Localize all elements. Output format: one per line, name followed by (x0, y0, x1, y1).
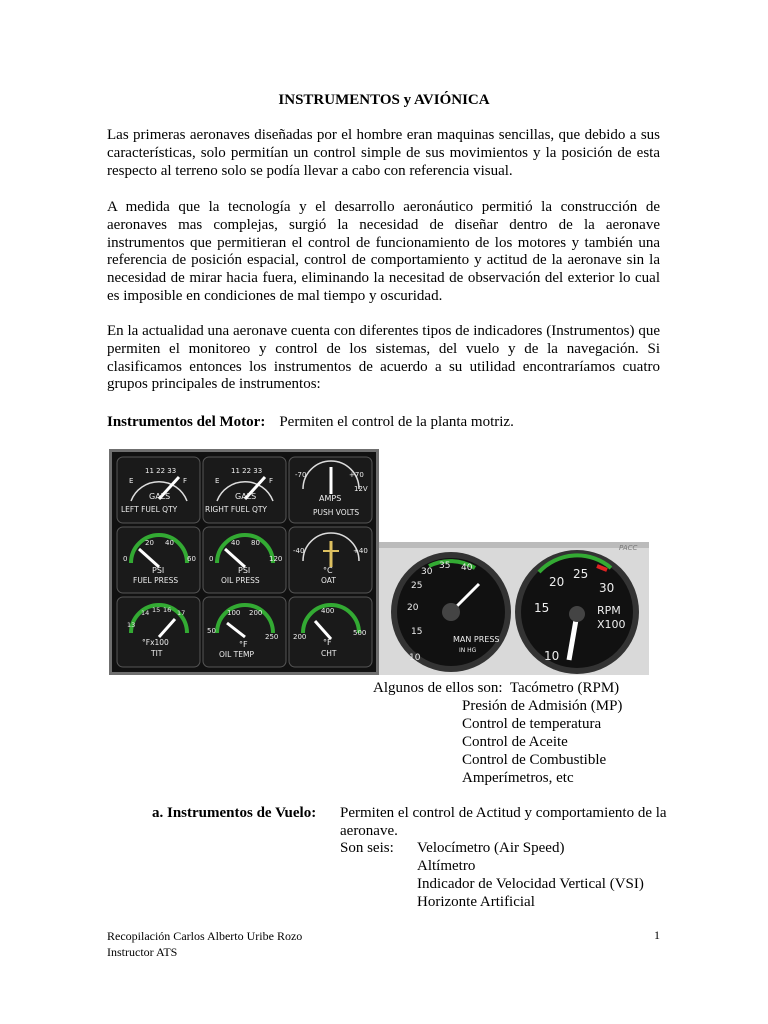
rpm-25: 25 (573, 567, 589, 581)
engine-dial-panel (379, 542, 649, 675)
left-fuel-e: E (129, 477, 134, 485)
oil-temp-100: 100 (227, 609, 241, 617)
map-sub: IN HG (459, 647, 477, 654)
left-fuel-unit: GALS (149, 492, 171, 501)
oat-unit: °C (323, 566, 333, 575)
motor-label: Instrumentos del Motor: (107, 414, 266, 430)
oil-temp-200: 200 (249, 609, 263, 617)
vuelo-son-label: Son seis: (340, 840, 394, 856)
oil-press-name: OIL PRESS (221, 576, 260, 585)
pacc-badge: PACC (619, 544, 638, 552)
footer-role: Instructor ATS (107, 945, 178, 959)
map-15: 15 (411, 627, 423, 637)
right-fuel-unit: GALS (235, 492, 257, 501)
right-fuel-scale: 11 22 33 (231, 467, 263, 475)
motor-heading (107, 414, 514, 431)
tit-gauge (117, 597, 200, 667)
vuelo-item-2: Indicador de Velocidad Vertical (VSI) (417, 875, 644, 892)
motor-instrument-list (373, 680, 622, 787)
engine-gauge-panel (109, 449, 379, 675)
amps-gauge (289, 457, 372, 523)
tit-16: 16 (163, 606, 172, 614)
oil-press-gauge (203, 527, 286, 593)
vuelo-heading: a. Instrumentos de Vuelo: (152, 805, 317, 821)
list-item-1: Presión de Admisión (MP) (462, 697, 623, 714)
fuel-press-20: 20 (145, 539, 154, 547)
list-item-3: Control de Aceite (462, 733, 568, 750)
right-fuel-f: F (269, 477, 274, 485)
fuel-press-name: FUEL PRESS (133, 576, 179, 585)
cht-unit: °F (323, 638, 332, 647)
vuelo-item-0: Velocímetro (Air Speed) (417, 840, 565, 856)
cht-400: 400 (321, 607, 335, 615)
motor-text: Permiten el control de la planta motriz. (279, 414, 514, 430)
map-unit: MAN PRESS (453, 635, 500, 644)
oat-gauge (289, 527, 372, 593)
tit-15: 15 (152, 606, 161, 614)
tit-13: 13 (127, 621, 136, 629)
amps-neg: -70 (295, 471, 307, 479)
vuelo-item-1: Altímetro (417, 857, 476, 874)
list-intro: Algunos de ellos son: (373, 680, 503, 696)
list-item (373, 680, 622, 698)
amps-pos: +70 (349, 471, 364, 479)
fuel-press-60: 60 (187, 555, 196, 563)
right-fuel-e: E (215, 477, 220, 485)
oat-pos: +40 (353, 547, 368, 555)
fuel-press-40: 40 (165, 539, 174, 547)
paragraph-classification: En la actualidad una aeronave cuenta con diferentes tipos de indicadores (Instrumentos) que permiten el monitoreo y control de los sistemas, del vuelo y de la navegación. Si clasificamos entonces los instrumentos de acuerdo a su utilidad encontraríamos cuatro grupos principales de instrumentos: (107, 323, 660, 393)
right-fuel-name: RIGHT FUEL QTY (205, 505, 268, 514)
page-number: 1 (654, 928, 660, 942)
oil-press-40: 40 (231, 539, 240, 547)
map-20: 20 (407, 603, 419, 613)
tachometer-gauge (515, 550, 639, 674)
page-footer (107, 928, 302, 960)
tit-17: 17 (177, 609, 186, 617)
amps-unit: AMPS (319, 494, 342, 503)
cht-200: 200 (293, 633, 307, 641)
list-item-2: Control de temperatura (462, 715, 602, 732)
vuelo-item-3: Horizonte Artificial (417, 893, 535, 910)
oat-neg: -40 (293, 547, 305, 555)
rpm-15: 15 (534, 601, 550, 615)
rpm-10: 10 (544, 649, 560, 663)
left-fuel-gauge (117, 457, 200, 523)
manifold-pressure-gauge (391, 552, 511, 672)
fuel-press-unit: PSI (152, 566, 165, 575)
vuelo-description: Permiten el control de Actitud y comportamiento de la aeronave. (340, 805, 667, 839)
oil-press-120: 120 (269, 555, 283, 563)
oil-temp-50: 50 (207, 627, 216, 635)
map-25: 25 (411, 581, 423, 591)
fuel-press-gauge (117, 527, 200, 593)
map-40: 40 (461, 563, 473, 573)
oil-temp-name: OIL TEMP (219, 650, 254, 659)
oil-temp-unit: °F (239, 640, 248, 649)
page-title: INSTRUMENTOS y AVIÓNICA (278, 92, 490, 108)
oil-press-80: 80 (251, 539, 260, 547)
rpm-unit: RPM (597, 604, 621, 617)
cht-gauge (289, 597, 372, 667)
paragraph-development: A medida que la tecnología y el desarrollo aeronáutico permitió la construcción de aeronaves mas complejas, surgió la necesidad de diseñar dentro de la aeronave instrumentos que permitieran el control de funcionamiento de los motores y también una referencia de posición espacial, control de comportamiento y actitud de la aeronave sin la necesidad de mirar hacia fuera, eliminando la necesitad de observación del exterior lo cual es imposible en condiciones de mal tiempo y oscuridad. (107, 199, 660, 304)
vuelo-instrument-list (417, 840, 644, 912)
left-fuel-f: F (183, 477, 188, 485)
oil-press-0: 0 (209, 555, 214, 563)
amps-volts: 12V (354, 485, 368, 493)
footer-author: Recopilación Carlos Alberto Uribe Rozo (107, 929, 303, 943)
list-item-0: Tacómetro (RPM) (509, 680, 620, 696)
amps-name: PUSH VOLTS (313, 508, 360, 517)
left-fuel-name: LEFT FUEL QTY (121, 505, 178, 514)
oat-name: OAT (321, 576, 336, 585)
rpm-sub: X100 (597, 618, 626, 631)
tit-name: TIT (151, 649, 163, 658)
map-10: 10 (409, 653, 421, 663)
tit-unit: °Fx100 (142, 638, 169, 647)
list-item-4: Control de Combustible (462, 751, 607, 768)
right-fuel-gauge (203, 457, 286, 523)
map-35: 35 (439, 561, 451, 571)
cht-name: CHT (321, 649, 337, 658)
oil-temp-250: 250 (265, 633, 279, 641)
map-30: 30 (421, 567, 433, 577)
rpm-30: 30 (599, 581, 615, 595)
fuel-press-0: 0 (123, 555, 128, 563)
oil-press-unit: PSI (238, 566, 251, 575)
paragraph-intro: Las primeras aeronaves diseñadas por el hombre eran maquinas sencillas, que debido a sus características, solo permitían un control simple de sus movimientos y la posición de esta respecto al terreno solo se podía llevar a cabo con referencia visual. (107, 127, 660, 179)
rpm-20: 20 (549, 575, 565, 589)
left-fuel-scale: 11 22 33 (145, 467, 177, 475)
oil-temp-gauge (203, 597, 286, 667)
cht-500: 500 (353, 629, 367, 637)
tit-14: 14 (141, 609, 150, 617)
list-item-5: Amperímetros, etc (462, 769, 574, 786)
